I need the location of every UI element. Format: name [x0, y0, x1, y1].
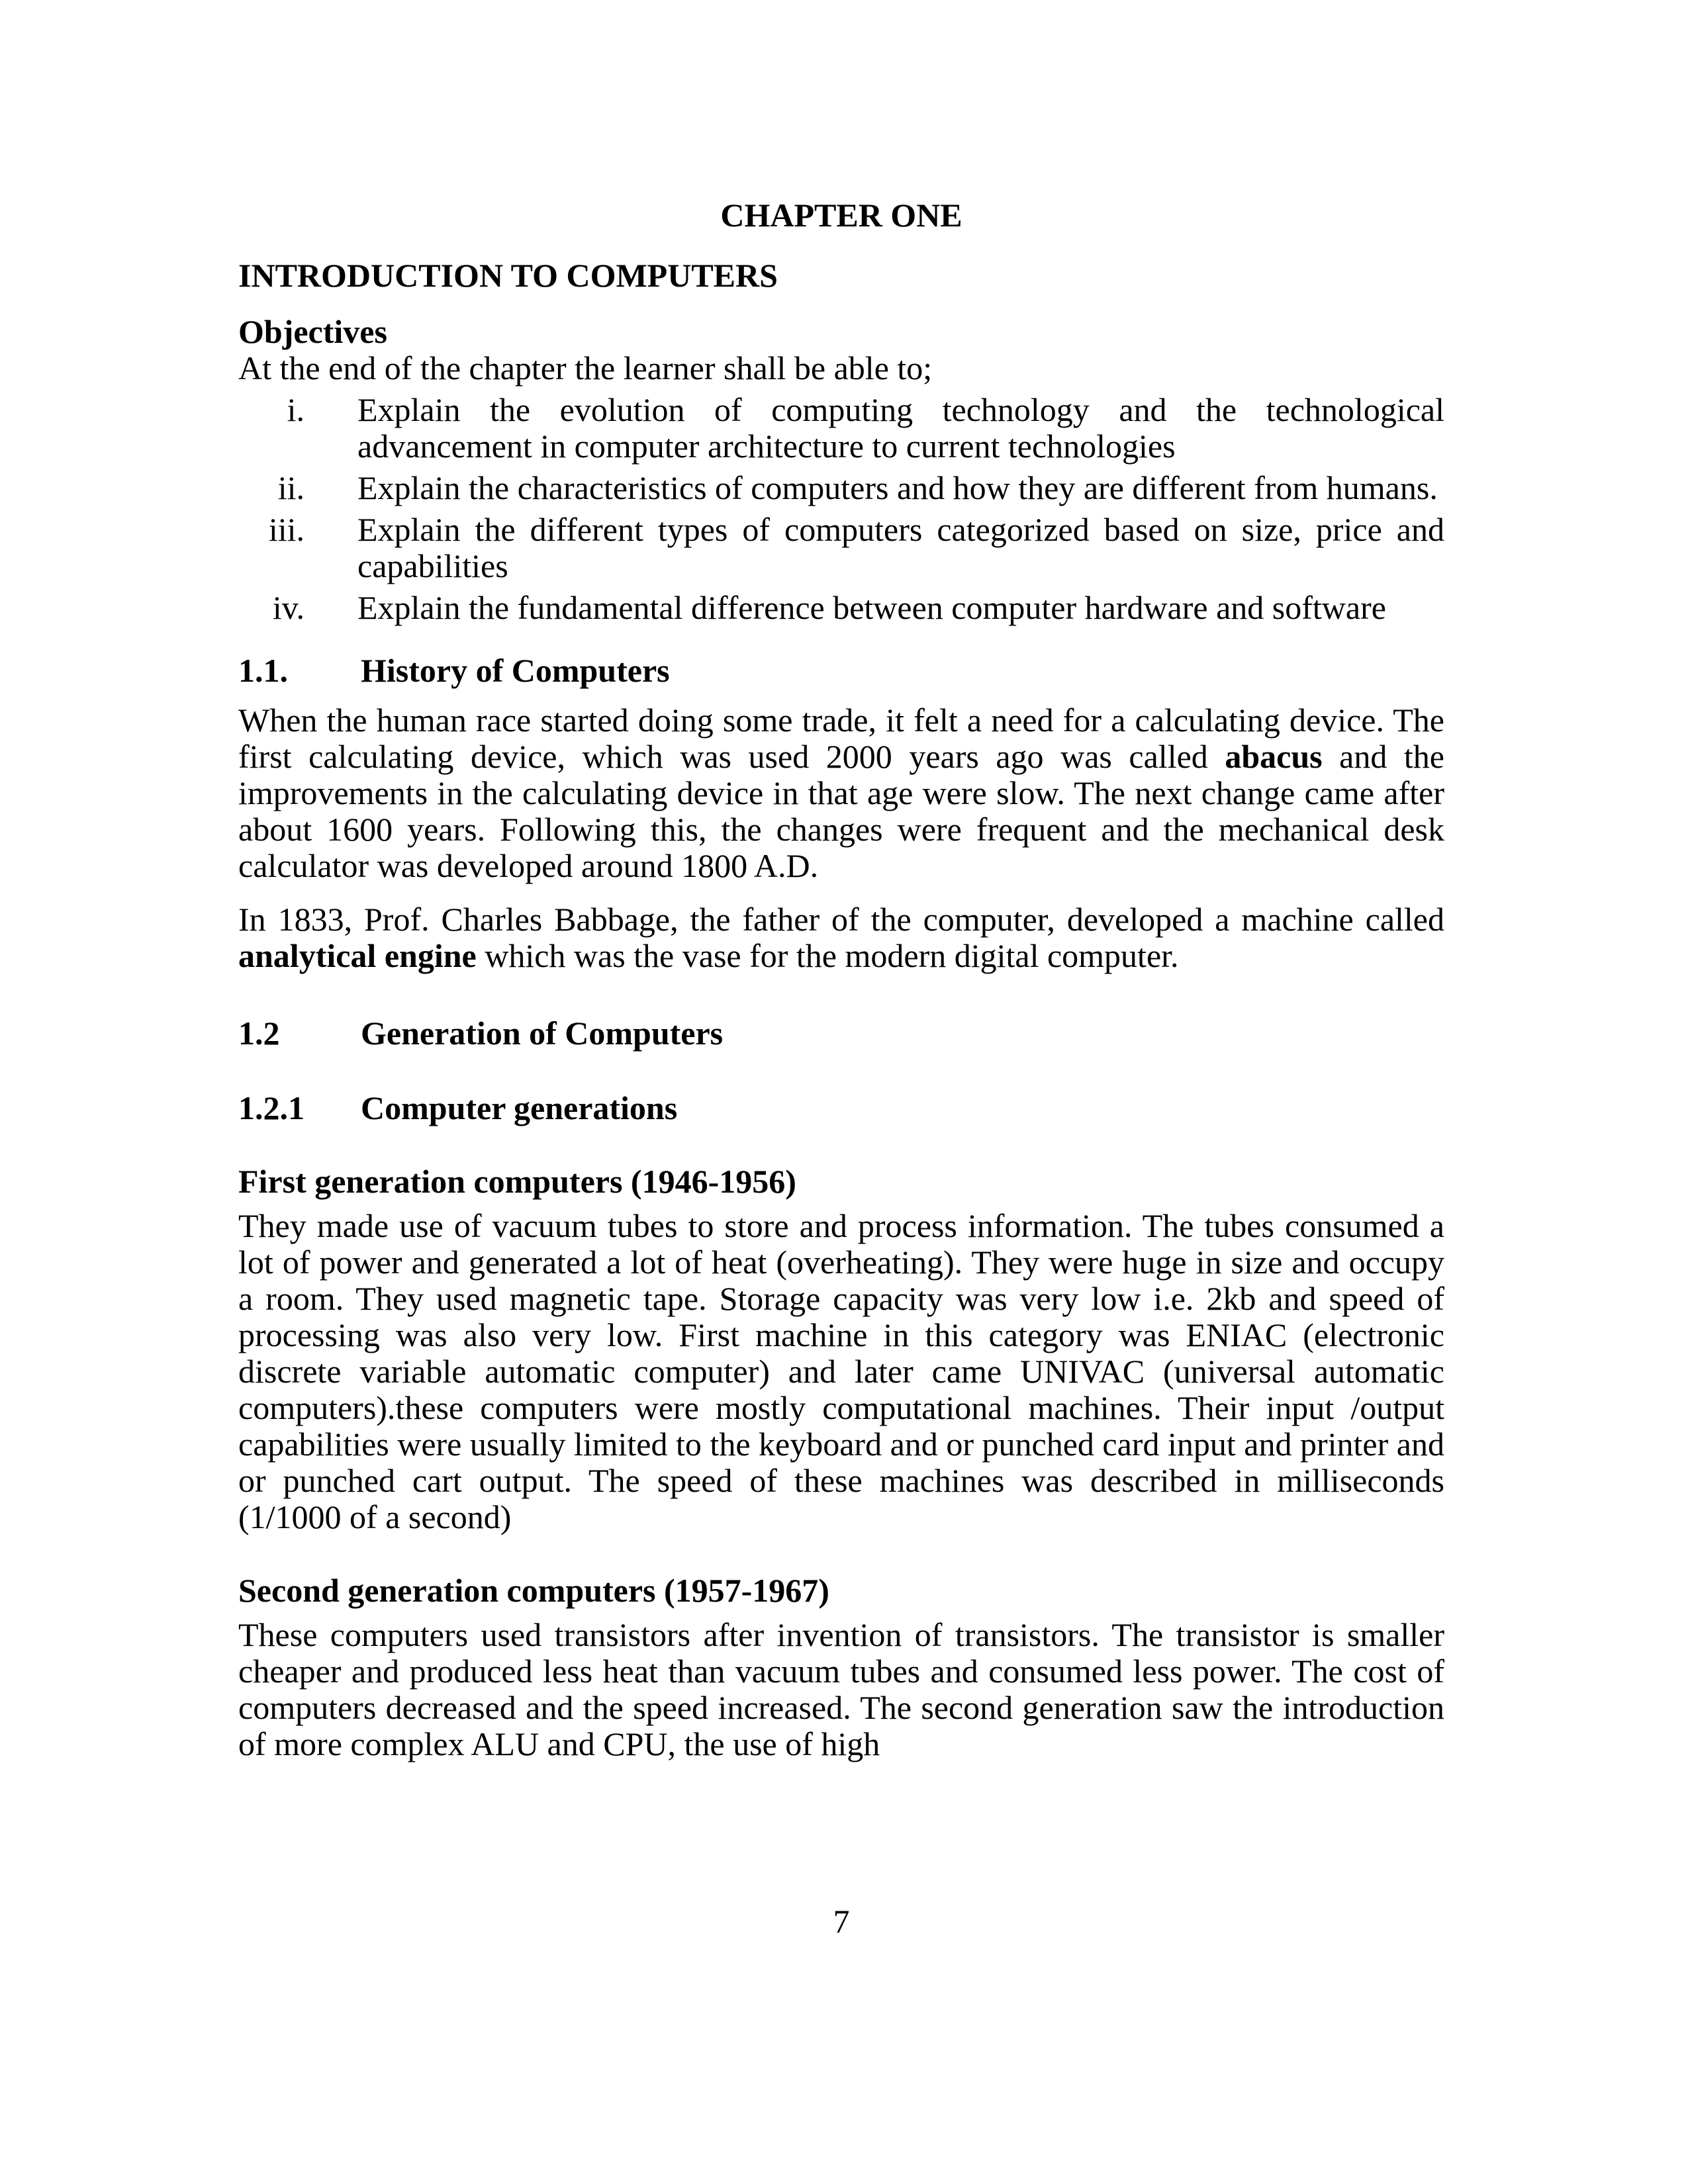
- objectives-intro: At the end of the chapter the learner shall be able to;: [238, 349, 933, 387]
- list-item-number: iii.: [268, 511, 305, 548]
- second-generation-paragraph: These computers used transistors after invention of transistors. The transistor is smaller cheaper and produced less heat than vacuum tubes and consumed less power. The cost of computers decreased and the speed increased. The second generation saw the introduction of more complex ALU and CPU, the use of high: [238, 1616, 1444, 1762]
- page-number: 7: [833, 1903, 850, 1940]
- list-item-text: Explain the evolution of computing technology and the technological advancement in computer architecture to current technologies: [357, 391, 1444, 465]
- first-generation-paragraph: They made use of vacuum tubes to store and process information. The tubes consumed a lot of power and generated a lot of heat (overheating). They were huge in size and occupy a room. They used magnetic tape. Storage capacity was very low i.e. 2kb and speed of processing was also very low. First machine in this category was ENIAC (electronic discrete variable automatic computer) and later came UNIVAC (universal automatic computers).these computers were mostly computational machines. Their input /output capabilities were usually limited to the keyboard and or punched card input and printer and or punched cart output. The speed of these machines was described in milliseconds (1/1000 of a second): [238, 1207, 1444, 1535]
- list-item: [238, 512, 1444, 584]
- history-paragraph-1-text: When the human race started doing some trade, it felt a need for a calculating device. The first calculating device, which was used 2000 years ago was called: [238, 702, 1444, 775]
- generations-section-number: 1.2: [238, 1015, 280, 1052]
- chapter-title: CHAPTER ONE: [720, 197, 962, 234]
- generations-section-title: Generation of Computers: [361, 1015, 724, 1052]
- list-item: [238, 392, 1444, 465]
- document-title: INTRODUCTION TO COMPUTERS: [238, 257, 778, 294]
- list-item-text: Explain the fundamental difference between computer hardware and software: [357, 589, 1386, 626]
- history-section-title: History of Computers: [361, 652, 670, 689]
- history-paragraph-1: [238, 702, 1444, 884]
- objectives-heading: Objectives: [238, 313, 387, 350]
- list-item: [238, 590, 1444, 626]
- objectives-list: [238, 392, 1444, 626]
- first-generation-heading: First generation computers (1946-1956): [238, 1163, 796, 1200]
- list-item-number: iv.: [272, 589, 305, 626]
- second-generation-heading: Second generation computers (1957-1967): [238, 1572, 829, 1609]
- list-item-text: Explain the characteristics of computers and how they are different from humans.: [357, 469, 1438, 506]
- list-item-number: ii.: [277, 469, 305, 506]
- history-section-number: 1.1.: [238, 652, 288, 689]
- history-paragraph-2: [238, 901, 1444, 974]
- computer-generations-subtitle: Computer generations: [361, 1089, 678, 1126]
- history-paragraph-1-bold-term: abacus: [1225, 738, 1323, 775]
- computer-generations-subnumber: 1.2.1: [238, 1089, 305, 1126]
- history-paragraph-2-bold-term: analytical engine: [238, 937, 477, 974]
- history-section-heading: [238, 653, 1444, 689]
- computer-generations-subheading: [238, 1090, 1444, 1126]
- generations-section-heading: [238, 1015, 1444, 1052]
- list-item-number: i.: [287, 391, 305, 428]
- history-paragraph-2-text: In 1833, Prof. Charles Babbage, the father of the computer, developed a machine called: [238, 901, 1444, 938]
- list-item-text: Explain the different types of computers categorized based on size, price and capabilities: [357, 511, 1444, 584]
- history-paragraph-2-text-cont: which was the vase for the modern digital computer.: [476, 937, 1179, 974]
- history-paragraph-1-text-cont: and the improvements in the calculating device in that age were slow. The next change came after about 1600 years. Following this, the changes were frequent and the mechanical desk calculator was developed around 1800 A.D.: [238, 738, 1444, 884]
- list-item: [238, 470, 1444, 506]
